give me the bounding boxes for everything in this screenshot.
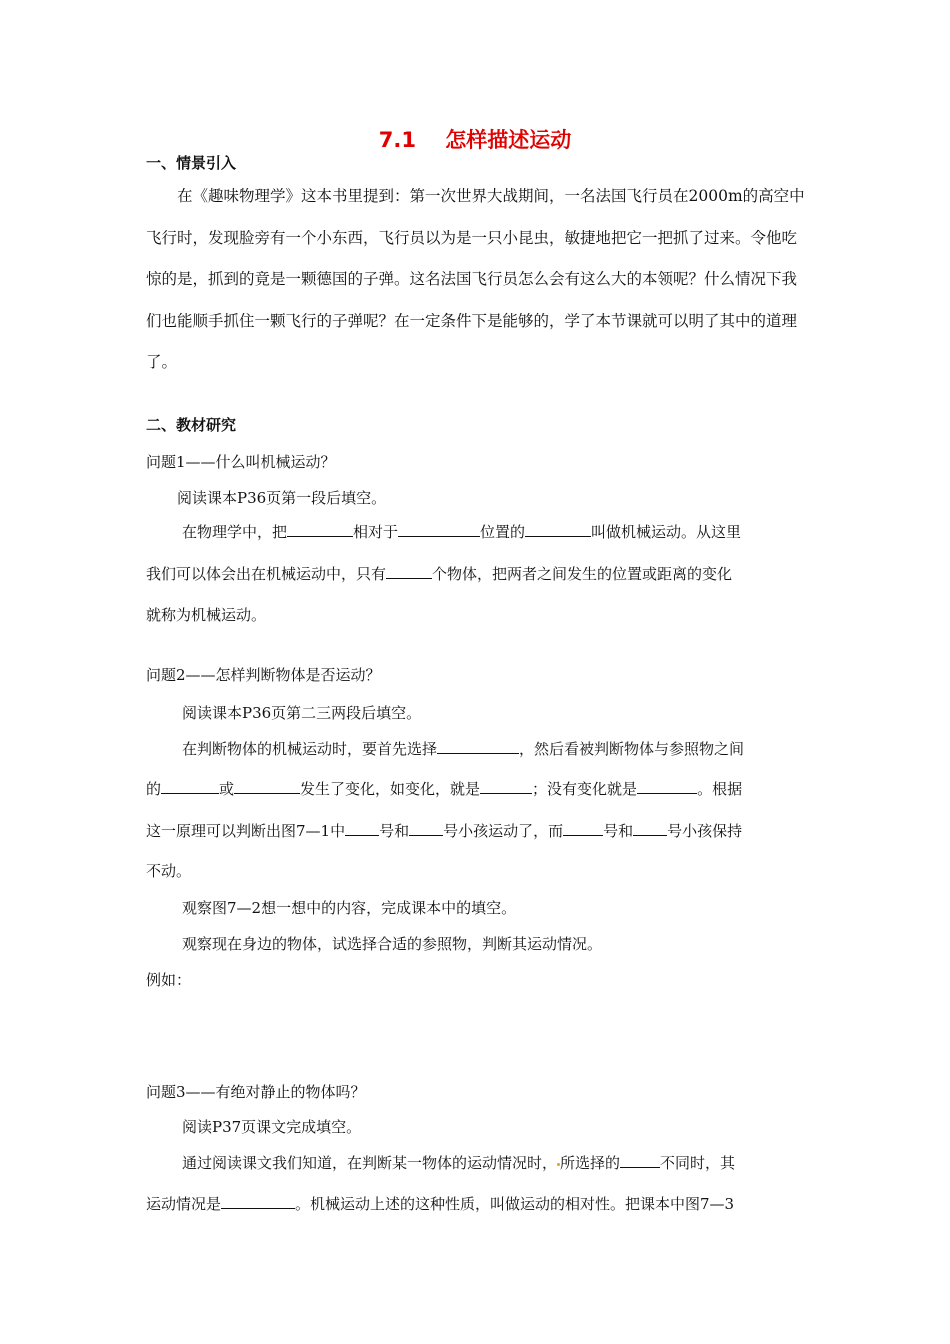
fill-blank[interactable]: [161, 779, 219, 794]
fill-blank[interactable]: [398, 522, 480, 537]
question-2-observe-2: 观察现在身边的物体，试选择合适的参照物，判断其运动情况。: [182, 935, 603, 953]
intro-paragraph: 在《趣味物理学》这本书里提到：第一次世界大战期间，一名法国飞行员在2000m的高空中飞行时，发现脸旁有一个小东西，飞行员以为是一只小昆虫，敏捷地把它一把抓了过来。令他吃惊的是，抓到的竟是一颗德国的子弹。这名法国飞行员怎么会有这么大的本领呢？什么情况下我们也能顺手抓住一颗飞行的子弹呢？在一定条件下是能够的，学了本节课就可以明了其中的道理了。: [146, 187, 805, 371]
fill-text: 号小孩运动了，而: [443, 822, 564, 840]
question-2-observe-1: 观察图7—2想一想中的内容，完成课本中的填空。: [182, 899, 517, 917]
question-2-title: 问题2——怎样判断物体是否运动？: [146, 666, 381, 684]
fill-text: 号和: [603, 822, 634, 840]
section-heading-study: 二、教材研究: [146, 416, 237, 434]
fill-text: 在判断物体的机械运动时，要首先选择: [182, 740, 438, 758]
fill-blank[interactable]: [345, 821, 379, 836]
question-2-fill-line-4: 不动。: [146, 862, 192, 880]
fill-blank[interactable]: [633, 821, 667, 836]
fill-text: 运动情况是: [146, 1195, 222, 1213]
question-3-fill-line-2: [146, 1193, 734, 1214]
fill-blank[interactable]: [221, 1194, 295, 1209]
question-2-example: 例如：: [146, 971, 192, 989]
fill-blank[interactable]: [386, 564, 432, 579]
section-heading-intro: 一、情景引入: [146, 154, 237, 172]
fill-text: 通过阅读课文我们知道，在判断某一物体的运动情况时，: [182, 1154, 558, 1172]
fill-text: 不同时，其: [660, 1154, 736, 1172]
question-3-fill-line-1: [182, 1152, 735, 1173]
fill-text: 个物体，把两者之间发生的位置或距离的变化: [432, 565, 733, 583]
question-1-title: 问题1——什么叫机械运动？: [146, 453, 336, 471]
question-3-title: 问题3——有绝对静止的物体吗？: [146, 1083, 366, 1101]
question-2-fill-line-1: [182, 738, 744, 759]
fill-blank[interactable]: [234, 779, 300, 794]
fill-blank[interactable]: [409, 821, 443, 836]
fill-text: 号和: [379, 822, 410, 840]
fill-text: 的: [146, 780, 162, 798]
fill-blank[interactable]: [620, 1153, 660, 1168]
page-title: 7.1 怎样描述运动: [378, 128, 572, 152]
fill-text: ，然后看被判断物体与参照物之间: [519, 740, 745, 758]
fill-text: 在物理学中，把: [182, 523, 288, 541]
fill-text: 所选择的: [560, 1154, 621, 1172]
fill-text: 我们可以体会出在机械运动中，只有: [146, 565, 387, 583]
question-2-fill-line-3: [146, 820, 742, 841]
fill-text: ；没有变化就是: [532, 780, 638, 798]
fill-text: 。根据: [697, 780, 743, 798]
fill-text: 相对于: [353, 523, 399, 541]
fill-text: 。机械运动上述的这种性质，叫做运动的相对性。把课本中图7—3: [295, 1195, 735, 1213]
fill-blank[interactable]: [563, 821, 603, 836]
question-1-fill-line-1: [182, 521, 741, 542]
question-2-fill-line-2: [146, 778, 742, 799]
fill-blank[interactable]: [637, 779, 697, 794]
fill-blank[interactable]: [287, 522, 353, 537]
question-1-fill-line-2: [146, 563, 732, 584]
fill-blank[interactable]: [437, 739, 519, 754]
question-2-instruction: 阅读课本P36页第二三两段后填空。: [182, 704, 422, 722]
fill-text: 或: [219, 780, 235, 798]
fill-text: 发生了变化，如变化，就是: [300, 780, 481, 798]
question-3-instruction: 阅读P37页课文完成填空。: [182, 1118, 362, 1136]
fill-text: 位置的: [480, 523, 526, 541]
question-1-instruction: 阅读课本P36页第一段后填空。: [177, 489, 387, 507]
question-1-fill-line-3: 就称为机械运动。: [146, 606, 267, 624]
fill-text: 叫做机械运动。从这里: [591, 523, 742, 541]
fill-blank[interactable]: [480, 779, 532, 794]
fill-blank[interactable]: [525, 522, 591, 537]
fill-text: 号小孩保持: [667, 822, 743, 840]
fill-text: 这一原理可以判断出图7—1中: [146, 822, 346, 840]
